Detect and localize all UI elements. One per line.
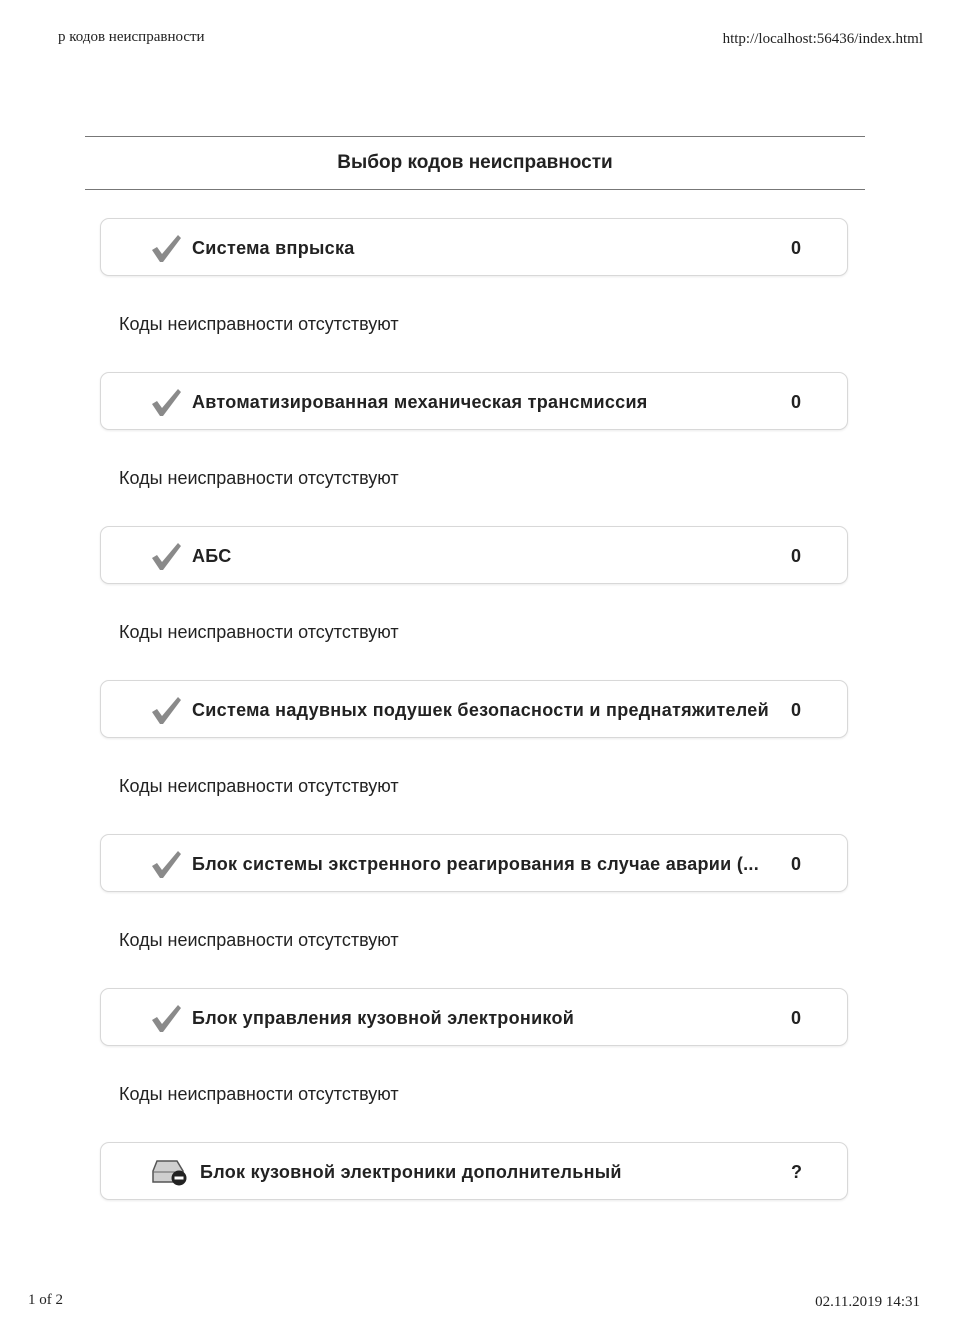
ecu-name: Автоматизированная механическая трансмиссия — [192, 392, 648, 412]
print-footer-datetime: 02.11.2019 14:31 — [815, 1294, 920, 1310]
ecu-list — [100, 218, 848, 1200]
print-footer-page-counter: 1 of 2 — [28, 1292, 63, 1308]
ecu-status-text: Коды неисправности отсутствуют — [119, 622, 399, 642]
page-title-bar — [85, 136, 865, 190]
ecu-name: Блок управления кузовной электроникой — [192, 1008, 575, 1028]
ecu-status-text: Коды неисправности отсутствуют — [119, 314, 399, 334]
ecu-item[interactable] — [100, 1142, 848, 1200]
ecu-item[interactable] — [100, 988, 848, 1046]
ecu-fault-count: 0 — [791, 546, 802, 566]
ecu-fault-count: 0 — [791, 238, 802, 258]
checkmark-icon — [149, 233, 183, 263]
checkmark-icon — [149, 695, 183, 725]
ecu-item[interactable] — [100, 680, 848, 738]
ecu-item[interactable] — [100, 834, 848, 892]
ecu-name: Блок кузовной электроники дополнительный — [200, 1162, 622, 1182]
ecu-fault-count: 0 — [791, 392, 802, 412]
ecu-name: Блок системы экстренного реагирования в случае аварии (... — [192, 854, 760, 874]
page-title: Выбор кодов неисправности — [337, 152, 613, 173]
ecu-fault-count: 0 — [791, 854, 802, 874]
checkmark-icon — [149, 1003, 183, 1033]
checkmark-icon — [149, 387, 183, 417]
ecu-item[interactable] — [100, 218, 848, 276]
ecu-status-text: Коды неисправности отсутствуют — [119, 468, 399, 488]
ecu-fault-count: 0 — [791, 700, 802, 720]
ecu-name: АБС — [192, 546, 232, 566]
checkmark-icon — [149, 541, 183, 571]
ecu-status-text: Коды неисправности отсутствуют — [119, 776, 399, 796]
ecu-item[interactable] — [100, 372, 848, 430]
ecu-name: Система впрыска — [192, 238, 355, 258]
print-header-url: http://localhost:56436/index.html — [722, 31, 923, 47]
ecu-fault-count: 0 — [791, 1008, 802, 1028]
ecu-status-text: Коды неисправности отсутствуют — [119, 930, 399, 950]
ecu-offline-icon — [151, 1157, 189, 1187]
ecu-status-text: Коды неисправности отсутствуют — [119, 1084, 399, 1104]
checkmark-icon — [149, 849, 183, 879]
ecu-item[interactable] — [100, 526, 848, 584]
ecu-name: Система надувных подушек безопасности и преднатяжителей — [192, 700, 769, 720]
print-header-page-title: р кодов неисправности — [58, 29, 205, 45]
ecu-fault-count: ? — [791, 1162, 802, 1182]
